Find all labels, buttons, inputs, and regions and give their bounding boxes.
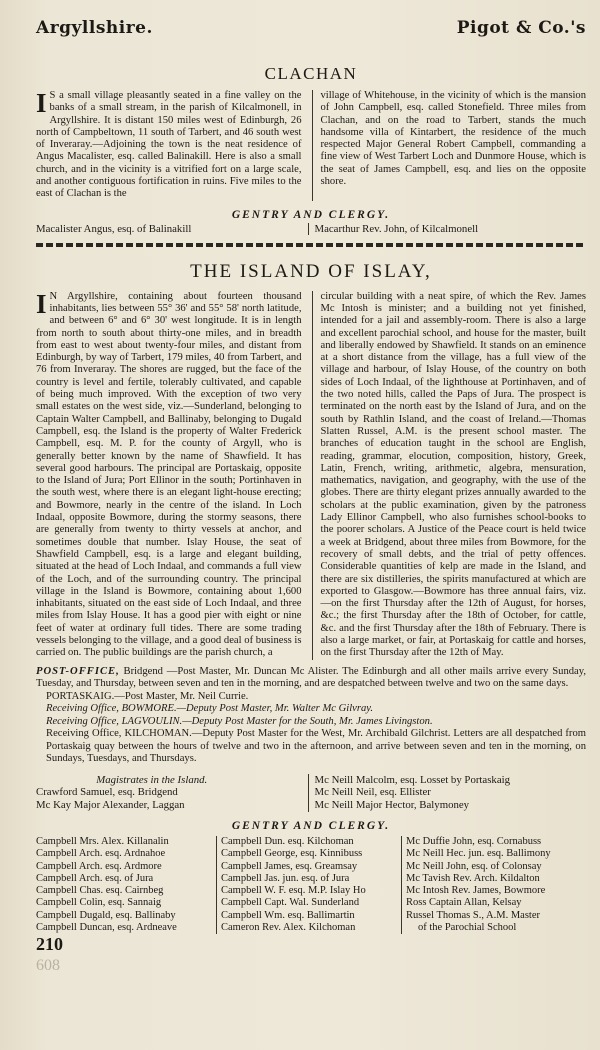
gentry-entry: Ross Captain Allan, Kelsay: [406, 897, 522, 909]
post-office-line: Receiving Office, BOWMORE.—Deputy Post Master, Mr. Walter Mc Gilvray.: [46, 703, 374, 715]
islay-gentry-list: [36, 836, 586, 934]
gentry-entry: Campbell James, esq. Greamsay: [221, 860, 358, 872]
magistrate-entry: Crawford Samuel, esq. Bridgend: [36, 786, 178, 799]
post-office-line: [36, 666, 586, 691]
gentry-entry: Campbell Jas. jun. esq. of Jura: [221, 872, 350, 884]
islay-title: THE ISLAND OF ISLAY,: [190, 260, 432, 282]
magistrates-left: [36, 774, 308, 812]
show-through-page-number: 608: [36, 957, 60, 975]
drop-cap: I: [36, 288, 47, 319]
islay-col-1: [36, 288, 302, 660]
islay-text-1: N Argyllshire, containing about fourteen thousand inhabitants, lies between 55° 36' and 55° 58' north latitude, and between 6° and 6° 30' west longitude. It is in length from north to south about thirty-one miles, and in breadth from east to west about twenty-four miles, and distant from Edinburgh, by way of Tarbert, 179 miles, 40 from Tarbert, and 76 from Inveraray. The shores are rugged, but the face of the country is level and fertile, tolerably cultivated, and capable of being much improved. With the exception of two very small estates on the west side, viz.—Sunderland, belonging to Captain Walter Campbell, and Ballinaby, belonging to Dugald Campbell, esq. the Island is the property of Walter Frederick Campbell, esq. M. P. for the county of Argyll, who is generally better known by the name of Shawfield. It has several good harbours. The principal are Portaskaig, opposite to the Island of Jura; Port Ellinor in the south; Portinhaven in the south west, where there is an elegant light-house erecting; and Bowmore, nearly in the centre of the island. In Loch Indaal, opposite Bowmore, during the stormy seasons, there are generally from twenty to thirty vessels at anchor, and sometimes double that number. Islay House, the seat of Shawfield Campbell, esq. is a large and elegant building, situated at the head of Loch Indaal, and commands a full view of the Loch, and of the surrounding country. The principal village in the Island is Bowmore, containing about 1,600 inhabitants, situated on the east side of Loch Indaal, and three miles from Islay House. It has a good pier with eight or nine feet of water at ordinary full tides. There are some trading vessels belonging to the village, and a good deal of business is carried on. The public buildings are the parish church, a: [36, 290, 302, 659]
islay-body: [36, 288, 586, 660]
post-office-line: Receiving Office, KILCHOMAN.—Deputy Post Master for the West, Mr. Archibald Gilchrist. Letters are all despatched from Portaskaig quay between the hours of twelve and two in the afternoon, and arrive between seven and ten in the morning, on Sundays, Tuesdays, and Thursdays.: [46, 728, 586, 765]
clachan-body: [36, 90, 586, 201]
magistrate-entry: Mc Neill Malcolm, esq. Losset by Portaskaig: [314, 773, 511, 786]
gentry-entry: Campbell Chas. esq. Cairnbeg: [36, 885, 164, 897]
islay-gentry-title: GENTRY AND CLERGY.: [231, 819, 391, 832]
gentry-entry: Macarthur Rev. John, of Kilcalmonell: [308, 223, 587, 235]
post-office-text: Bridgend —Post Master, Mr. Duncan Mc Alister. The Edinburgh and all other mails arrive every Sunday, Tuesday, and Thursday, between seven and ten in the morning, and are despatched between twelve and two on the same days.: [36, 665, 586, 690]
gentry-col-3: [401, 836, 586, 934]
clachan-title: CLACHAN: [264, 64, 358, 83]
gentry-entry: Macalister Angus, esq. of Balinakill: [36, 222, 192, 235]
gentry-entry: Campbell Arch. esq. Ardmore: [36, 860, 162, 872]
clachan-col-2: [312, 90, 587, 201]
gentry-entry: Campbell Arch. esq. of Jura: [36, 872, 154, 884]
gentry-entry: of the Parochial School: [418, 922, 517, 934]
page-number: 210: [36, 934, 63, 955]
islay-text-2: circular building with a neat spire, of which the Rev. James Mc Intosh is minister; and a building not yet finished, intended for a jail and assembly-room. There is also a large and excellent parochial school, and house for the master, built and liberally endowed by Shawfield. It stands on an eminence at a short distance from the village, has a full view of the village and harbour, of Islay House, of the country on both sides of Loch Indaal, of the lighthouse at Portinhaven, and of the two noted hills, called the Paps of Jura. The prospect is terminated on the north east by the Island of Jura, and on the south by Rathlin Island, and the coast of Ireland.—Thomas Slatten Russel, A.M. is the present school master. The branches of education taught in the school are English, reading, grammar, elocution, composition, history, Greek, Latin, French, writing, arithmetic, algebra, mensuration, mathematics, navigation, and geography, with the use of the globes. There are thirty elegant prizes annually awarded to the scholars at the public examination, given by the patroness Lady Ellinor Campbell, who also furnishes school-books to the poorer scholars. A Justice of the Peace court is held twice a week at Bridgend, about three miles from Bowmore, for the recovery of small debts, and the trial of petty offences. Considerable quantities of kelp are made in the Island, and there are six distilleries, the spirits manufactured at which are exported to Glasgow.—Bowmore has three annual fairs, viz.—on the first Thursday after the 12th of August, for horses, &c.; the first Thursday after the 18th of October, for cattle, &c. and the first Thursday after the 18th of February. There is also a large market, or fair, at Portaskaig for cattle and horses, on the first Thursday after the 12th of May.: [320, 290, 586, 659]
gentry-entry: Mc Tavish Rev. Arch. Kildalton: [406, 872, 540, 884]
gentry-entry: Campbell Capt. Wal. Sunderland: [221, 897, 360, 909]
magistrates-heading: Magistrates in the Island.: [96, 773, 208, 786]
gentry-entry: Russel Thomas S., A.M. Master: [406, 909, 540, 921]
gentry-col-1: [36, 836, 216, 934]
post-office-label: POST-OFFICE,: [36, 665, 120, 677]
gentry-entry: Campbell Dun. esq. Kilchoman: [221, 835, 354, 847]
gentry-entry: Campbell George, esq. Kinnibuss: [221, 848, 363, 860]
drop-cap: I: [36, 88, 47, 118]
running-header: [36, 14, 586, 38]
clachan-gentry-list: [36, 223, 586, 235]
magistrates-right: [308, 774, 587, 812]
gentry-col-2: [216, 836, 401, 934]
header-publisher: Pigot & Co.'s: [456, 18, 586, 38]
islay-col-2: [312, 291, 587, 660]
post-office-line: PORTASKAIG.—Post Master, Mr. Neil Currie.: [46, 690, 249, 702]
gentry-entry: Mc Duffie John, esq. Cornabuss: [406, 835, 542, 847]
gentry-entry: Mc Intosh Rev. James, Bowmore: [406, 885, 546, 897]
magistrates-section: [36, 774, 586, 812]
gentry-entry: Campbell Arch. esq. Ardnahoe: [36, 848, 166, 860]
gentry-entry: Campbell Duncan, esq. Ardneave: [36, 922, 177, 934]
gentry-entry: Cameron Rev. Alex. Kilchoman: [221, 922, 356, 934]
post-office-line: Receiving Office, LAGVOULIN.—Deputy Post Master for the South, Mr. James Livingston.: [46, 715, 433, 727]
clachan-text-2: village of Whitehouse, in the vicinity of which is the mansion of John Campbell, esq. called Stonefield. Three miles from Clachan, and on the road to Tarbert, stands the much handsome villa of Kintarbert, the residence of the much respected Major General Robert Campbell, commanding a fine view of West Tarbert Loch and Dunmore House, which is the seat of James Campbell, esq. and lies on the opposite shore.: [320, 90, 586, 188]
clachan-col-1: [36, 90, 302, 201]
magistrate-entry: Mc Neill Major Hector, Balymoney: [314, 799, 470, 812]
gentry-entry: Campbell Mrs. Alex. Killanalin: [36, 835, 169, 847]
header-county: Argyllshire.: [36, 18, 153, 38]
gentry-entry: Campbell Dugald, esq. Ballinaby: [36, 909, 176, 921]
magistrate-entry: Mc Kay Major Alexander, Laggan: [36, 799, 185, 812]
clachan-gentry-title: GENTRY AND CLERGY.: [231, 208, 391, 221]
post-office-section: [36, 666, 586, 766]
magistrate-entry: Mc Neill Neil, esq. Ellister: [314, 786, 431, 799]
gentry-entry: Mc Neill John, esq. of Colonsay: [406, 860, 542, 872]
gentry-entry: Campbell Wm. esq. Ballimartin: [221, 909, 355, 921]
gentry-entry: Campbell W. F. esq. M.P. Islay Ho: [221, 885, 366, 897]
gentry-entry: Mc Neill Hec. jun. esq. Ballimony: [406, 848, 551, 860]
gentry-entry: Campbell Colin, esq. Sannaig: [36, 897, 162, 909]
clachan-text-1: S a small village pleasantly seated in a fine valley on the banks of a small stream, in the parish of Kilcalmonell, in Argyllshire. It is distant 150 miles west of Edinburgh, 26 north of Campbeltown, 11 south of Tarbert, and 46 south west of Inveraray.—Adjoining the town is the neat residence of Angus Macalister, esq. called Balinakill. Here is also a small church, and in the vicinity is a vitrified fort on a large scale, and another contiguous fortification in ruins. Five miles to the east of Clachan is the: [36, 90, 302, 200]
section-divider: [36, 243, 586, 247]
